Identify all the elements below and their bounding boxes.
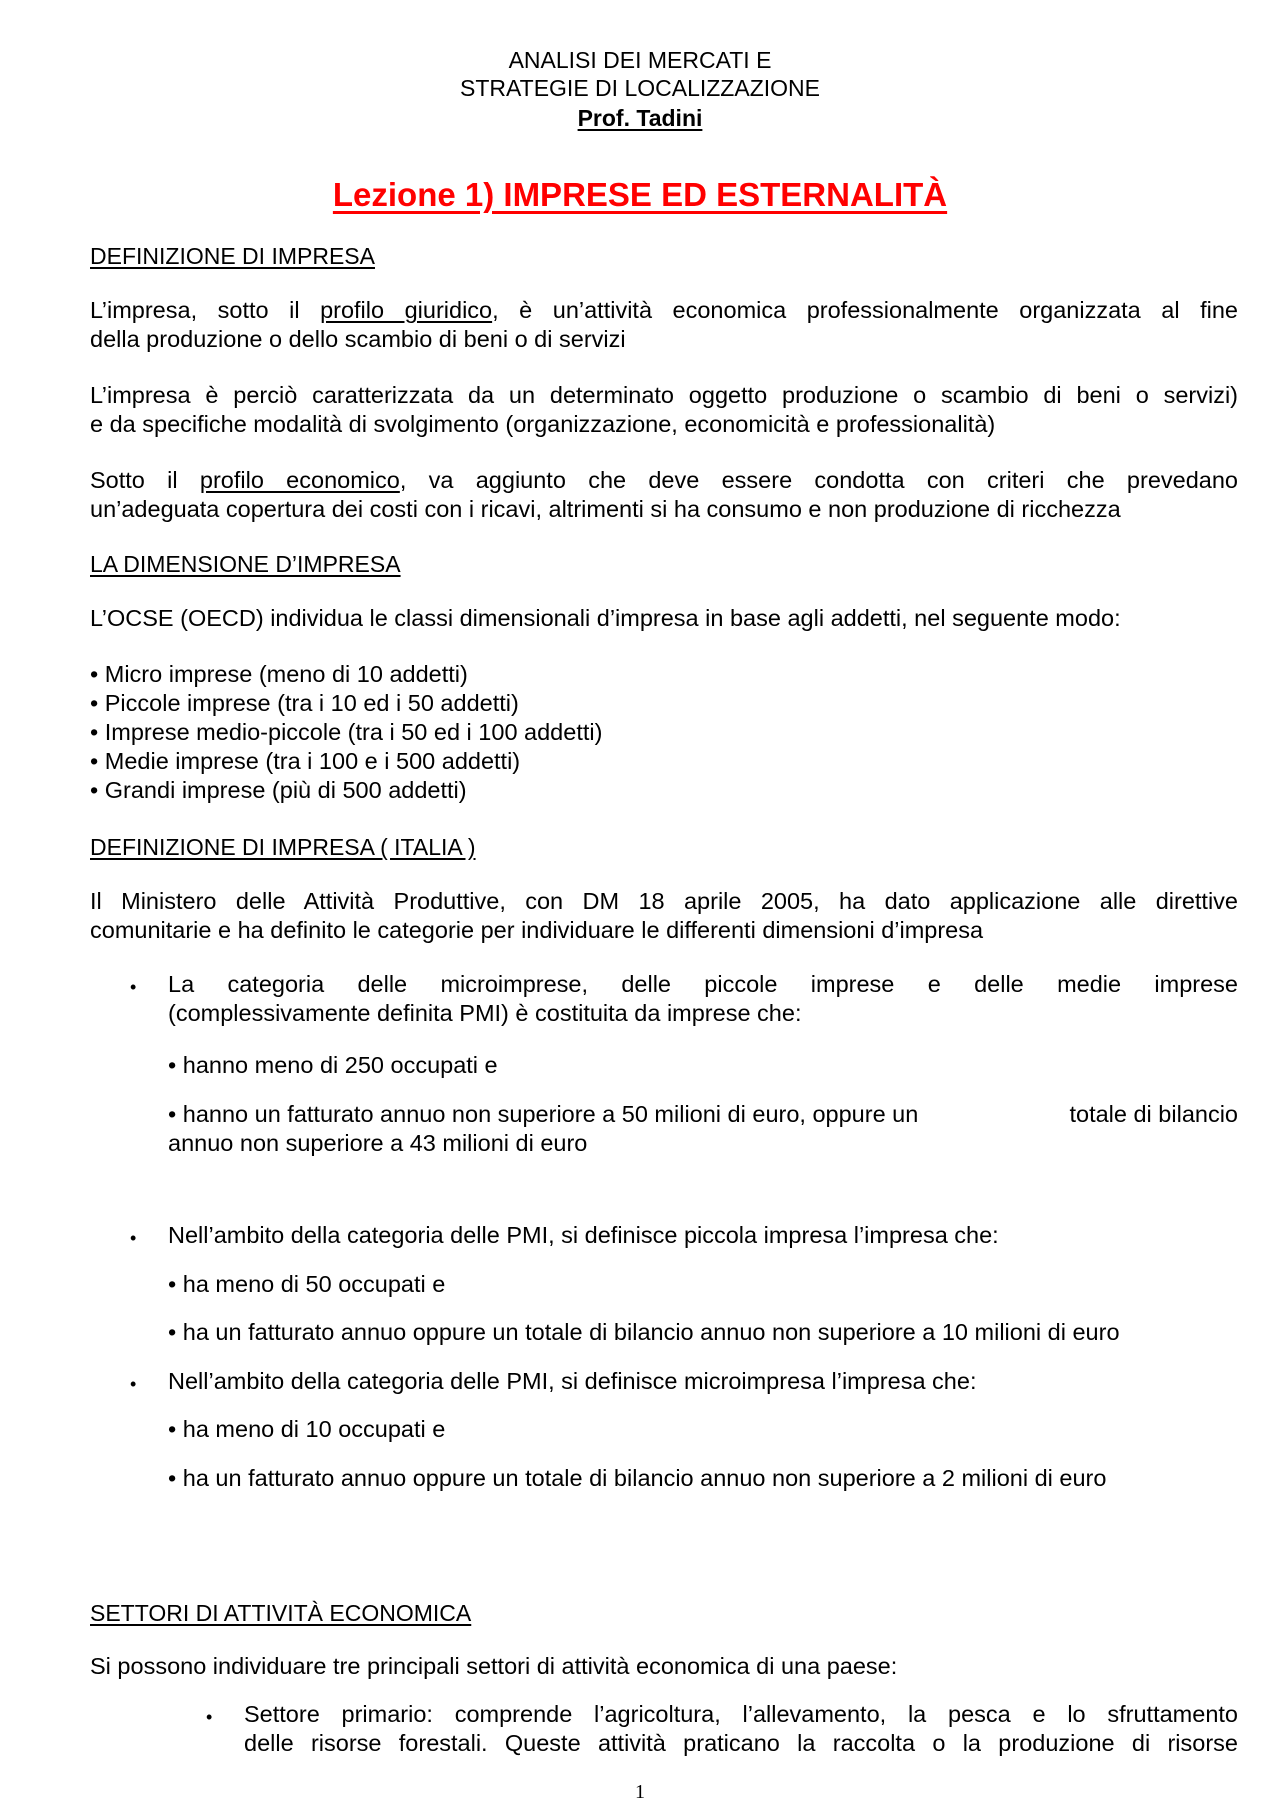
sub-item-piccola-occupati: • ha meno di 50 occupati e — [168, 1271, 446, 1297]
paragraph-caratteristiche-impresa: L’impresa è perciò caratterizzata da un determinato oggetto produzione o scambio di beni o servizi) e da specifiche modalità di svolgimento (organizzazione, economicità e professionalità) — [90, 382, 1238, 437]
section-heading-impresa-italia: DEFINIZIONE DI IMPRESA ( ITALIA ) — [90, 834, 476, 860]
term-profilo-economico: profilo economico — [199, 467, 400, 493]
section-heading-settori: SETTORI DI ATTIVITÀ ECONOMICA — [90, 1600, 472, 1626]
dimension-list-item: • Piccole imprese (tra i 10 ed i 50 addetti) — [90, 690, 519, 716]
section-heading-definizione-impresa: DEFINIZIONE DI IMPRESA — [90, 243, 375, 269]
sub-item-micro-occupati: • ha meno di 10 occupati e — [168, 1416, 446, 1442]
bullet-marker: • — [130, 1228, 137, 1248]
page-number: 1 — [635, 1781, 645, 1803]
dimension-list-item: • Grandi imprese (più di 500 addetti) — [90, 777, 467, 803]
paragraph-profilo-giuridico: L’impresa, sotto il profilo giuridico, è un’attività economica professionalmente organizzata al fine della produzione o dello scambio di beni o di servizi — [90, 297, 1238, 352]
sub-item-micro-fatturato: • ha un fatturato annuo oppure un totale di bilancio annuo non superiore a 2 milioni di euro — [168, 1465, 1107, 1491]
dimension-list-item: • Medie imprese (tra i 100 e i 500 addetti) — [90, 748, 521, 774]
header-course-line2: STRATEGIE DI LOCALIZZAZIONE — [460, 75, 820, 101]
dimension-list-item: • Imprese medio-piccole (tra i 50 ed i 100 addetti) — [90, 719, 603, 745]
paragraph-settori-intro: Si possono individuare tre principali settori di attività economica di una paese: — [90, 1653, 898, 1679]
sub-item-piccola-fatturato: • ha un fatturato annuo oppure un totale di bilancio annuo non superiore a 10 milioni di euro — [168, 1319, 1120, 1345]
dimension-list-item: • Micro imprese (meno di 10 addetti) — [90, 661, 468, 687]
bullet-marker: • — [130, 1374, 137, 1394]
header-professor: Prof. Tadini — [577, 105, 703, 131]
bullet-settore-primario: Settore primario: comprende l’agricoltura, l’allevamento, la pesca e lo sfruttamento delle risorse forestali. Queste attività praticano la raccolta o la produzione di risorse — [244, 1701, 1238, 1756]
bullet-microimpresa: Nell’ambito della categoria delle PMI, si definisce microimpresa l’impresa che: — [168, 1368, 977, 1394]
bullet-pmi-definizione: La categoria delle microimprese, delle piccole imprese e delle medie imprese (complessivamente definita PMI) è costituita da imprese che: — [168, 971, 1238, 1026]
sub-item-pmi-fatturato: • hanno un fatturato annuo non superiore a 50 milioni di euro, oppure un totale di bilancio annuo non superiore a 43 milioni di euro — [168, 1101, 1238, 1156]
header-course-line1: ANALISI DEI MERCATI E — [508, 47, 772, 73]
bullet-piccola-impresa: Nell’ambito della categoria delle PMI, si definisce piccola impresa l’impresa che: — [168, 1222, 999, 1248]
bullet-marker: • — [130, 977, 137, 997]
sub-item-pmi-occupati: • hanno meno di 250 occupati e — [168, 1052, 498, 1078]
bullet-marker: • — [206, 1707, 213, 1727]
section-heading-dimensione-impresa: LA DIMENSIONE D’IMPRESA — [90, 551, 401, 577]
term-profilo-giuridico: profilo giuridico — [320, 297, 493, 323]
paragraph-ministero-intro: Il Ministero delle Attività Produttive, con DM 18 aprile 2005, ha dato applicazione alle direttive comunitarie e ha definito le categorie per individuare le differenti dimensioni d’impresa — [90, 888, 1238, 943]
paragraph-ocse-intro: L’OCSE (OECD) individua le classi dimensionali d’impresa in base agli addetti, nel seguente modo: — [90, 605, 1121, 631]
lesson-title: Lezione 1) IMPRESE ED ESTERNALITÀ — [332, 176, 948, 213]
paragraph-profilo-economico: Sotto il profilo economico, va aggiunto che deve essere condotta con criteri che prevedano un’adeguata copertura dei costi con i ricavi, altrimenti si ha consumo e non produzione di ricchezza — [90, 467, 1238, 522]
